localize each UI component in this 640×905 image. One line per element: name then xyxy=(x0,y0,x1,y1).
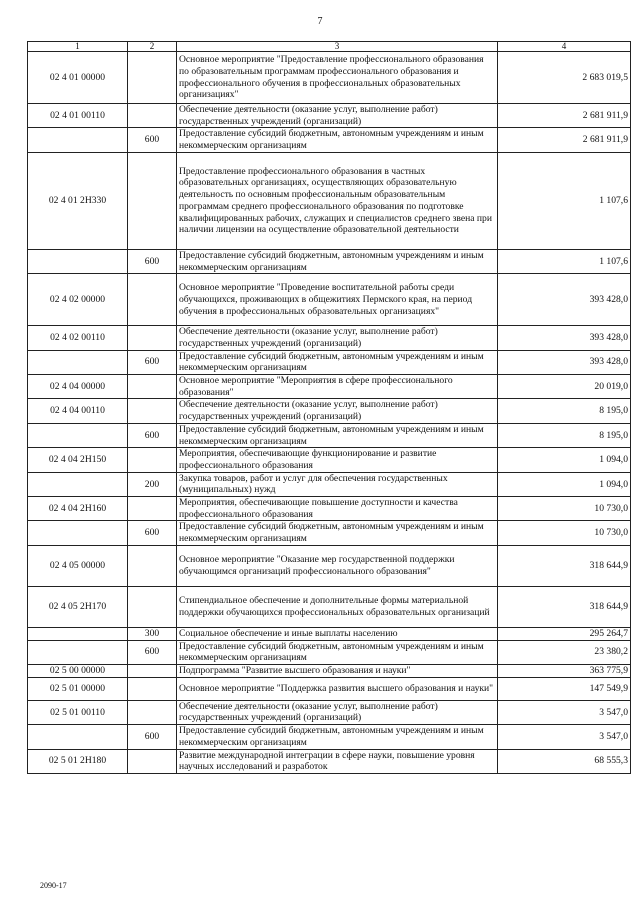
row-expense-type-cell: 600 xyxy=(128,350,177,374)
row-name-cell: Основное мероприятие "Оказание мер государственной поддержки обучающимся организаций профессионального образования" xyxy=(177,545,498,586)
table-row xyxy=(28,497,631,521)
row-expense-type-cell xyxy=(128,586,177,627)
table-row xyxy=(28,749,631,773)
header-col-4: 4 xyxy=(498,42,631,52)
row-sum-cell: 10 730,0 xyxy=(498,521,631,545)
row-code-cell: 02 4 04 2Н160 xyxy=(28,497,128,521)
table-row xyxy=(28,423,631,447)
row-name-cell: Предоставление субсидий бюджетным, автономным учреждениям и иным некоммерческим организациям xyxy=(177,350,498,374)
row-name-cell: Предоставление профессионального образования в частных образовательных организациях, осуществляющих образовательную деятельность по основным профессиональным образовательным программам среднего профессионального образования по подготовке квалифицированных рабочих, служащих и специалистов среднего звена при наличии лицензии на осуществление образовательной деятельности xyxy=(177,152,498,249)
table-row xyxy=(28,375,631,399)
row-expense-type-cell xyxy=(128,104,177,128)
row-sum-cell: 363 775,9 xyxy=(498,664,631,677)
row-name-cell: Предоставление субсидий бюджетным, автономным учреждениям и иным некоммерческим организациям xyxy=(177,423,498,447)
row-code-cell: 02 4 04 2Н150 xyxy=(28,448,128,472)
table-row xyxy=(28,399,631,423)
table-row xyxy=(28,128,631,152)
table-row xyxy=(28,326,631,350)
header-col-1: 1 xyxy=(28,42,128,52)
row-expense-type-cell: 600 xyxy=(128,249,177,273)
row-expense-type-cell xyxy=(128,700,177,724)
row-expense-type-cell: 600 xyxy=(128,640,177,664)
row-name-cell: Обеспечение деятельности (оказание услуг, выполнение работ) государственных учреждений (организаций) xyxy=(177,700,498,724)
row-code-cell: 02 4 01 2Н330 xyxy=(28,152,128,249)
table-row xyxy=(28,640,631,664)
row-sum-cell: 393 428,0 xyxy=(498,274,631,326)
row-expense-type-cell xyxy=(128,677,177,700)
row-name-cell: Подпрограмма "Развитие высшего образования и науки" xyxy=(177,664,498,677)
row-name-cell: Основное мероприятие "Поддержка развития высшего образования и науки" xyxy=(177,677,498,700)
table-row xyxy=(28,664,631,677)
row-code-cell: 02 4 04 00110 xyxy=(28,399,128,423)
table-row xyxy=(28,627,631,640)
row-sum-cell: 1 107,6 xyxy=(498,249,631,273)
row-sum-cell: 2 681 911,9 xyxy=(498,104,631,128)
row-expense-type-cell xyxy=(128,52,177,104)
row-sum-cell: 2 681 911,9 xyxy=(498,128,631,152)
row-expense-type-cell xyxy=(128,326,177,350)
row-name-cell: Закупка товаров, работ и услуг для обеспечения государственных (муниципальных) нужд xyxy=(177,472,498,496)
row-sum-cell: 2 683 019,5 xyxy=(498,52,631,104)
row-name-cell: Предоставление субсидий бюджетным, автономным учреждениям и иным некоммерческим организациям xyxy=(177,521,498,545)
row-code-cell: 02 5 01 2Н180 xyxy=(28,749,128,773)
row-sum-cell: 8 195,0 xyxy=(498,423,631,447)
row-name-cell: Основное мероприятие "Проведение воспитательной работы среди обучающихся, проживающих в общежитиях Пермского края, на период обучения в профессиональных образовательных организациях" xyxy=(177,274,498,326)
table-row xyxy=(28,586,631,627)
row-expense-type-cell xyxy=(128,545,177,586)
row-expense-type-cell: 200 xyxy=(128,472,177,496)
row-name-cell: Основное мероприятие "Предоставление профессионального образования по образовательным программам профессионального образования и профессионального обучения в профессиональных образовательных организациях" xyxy=(177,52,498,104)
row-code-cell: 02 5 01 00110 xyxy=(28,700,128,724)
row-code-cell xyxy=(28,423,128,447)
budget-table xyxy=(27,41,631,774)
row-sum-cell: 10 730,0 xyxy=(498,497,631,521)
row-sum-cell: 1 107,6 xyxy=(498,152,631,249)
row-code-cell: 02 4 04 00000 xyxy=(28,375,128,399)
row-sum-cell: 393 428,0 xyxy=(498,326,631,350)
table-row xyxy=(28,677,631,700)
row-name-cell: Обеспечение деятельности (оказание услуг, выполнение работ) государственных учреждений (организаций) xyxy=(177,399,498,423)
row-expense-type-cell xyxy=(128,664,177,677)
row-name-cell: Мероприятия, обеспечивающие повышение доступности и качества профессионального образования xyxy=(177,497,498,521)
table-row xyxy=(28,472,631,496)
row-sum-cell: 20 019,0 xyxy=(498,375,631,399)
row-name-cell: Основное мероприятие "Мероприятия в сфере профессионального образования" xyxy=(177,375,498,399)
row-code-cell xyxy=(28,128,128,152)
row-sum-cell: 8 195,0 xyxy=(498,399,631,423)
row-sum-cell: 318 644,9 xyxy=(498,545,631,586)
row-code-cell: 02 4 02 00000 xyxy=(28,274,128,326)
row-sum-cell: 23 380,2 xyxy=(498,640,631,664)
row-code-cell xyxy=(28,521,128,545)
row-expense-type-cell: 600 xyxy=(128,521,177,545)
row-code-cell: 02 4 01 00000 xyxy=(28,52,128,104)
row-expense-type-cell xyxy=(128,152,177,249)
row-expense-type-cell: 600 xyxy=(128,128,177,152)
table-row xyxy=(28,152,631,249)
row-expense-type-cell xyxy=(128,749,177,773)
row-sum-cell: 1 094,0 xyxy=(498,472,631,496)
row-code-cell xyxy=(28,472,128,496)
row-expense-type-cell xyxy=(128,274,177,326)
row-code-cell: 02 4 05 2Н170 xyxy=(28,586,128,627)
header-col-3: 3 xyxy=(177,42,498,52)
table-row xyxy=(28,700,631,724)
table-row xyxy=(28,545,631,586)
row-expense-type-cell xyxy=(128,399,177,423)
page-number: 7 xyxy=(317,16,323,27)
row-sum-cell: 3 547,0 xyxy=(498,725,631,749)
row-code-cell: 02 4 02 00110 xyxy=(28,326,128,350)
row-sum-cell: 1 094,0 xyxy=(498,448,631,472)
table-row xyxy=(28,104,631,128)
table-row xyxy=(28,249,631,273)
row-name-cell: Предоставление субсидий бюджетным, автономным учреждениям и иным некоммерческим организациям xyxy=(177,725,498,749)
row-expense-type-cell: 600 xyxy=(128,725,177,749)
row-code-cell xyxy=(28,627,128,640)
row-code-cell: 02 5 01 00000 xyxy=(28,677,128,700)
row-expense-type-cell: 300 xyxy=(128,627,177,640)
row-code-cell xyxy=(28,249,128,273)
header-col-2: 2 xyxy=(128,42,177,52)
row-sum-cell: 295 264,7 xyxy=(498,627,631,640)
table-row xyxy=(28,448,631,472)
table-row xyxy=(28,725,631,749)
row-code-cell xyxy=(28,725,128,749)
budget-table-body xyxy=(28,42,631,774)
row-code-cell: 02 5 00 00000 xyxy=(28,664,128,677)
table-row xyxy=(28,52,631,104)
row-name-cell: Предоставление субсидий бюджетным, автономным учреждениям и иным некоммерческим организациям xyxy=(177,128,498,152)
table-row xyxy=(28,274,631,326)
row-name-cell: Развитие международной интеграции в сфере науки, повышение уровня научных исследований и разработок xyxy=(177,749,498,773)
row-name-cell: Предоставление субсидий бюджетным, автономным учреждениям и иным некоммерческим организациям xyxy=(177,640,498,664)
row-code-cell xyxy=(28,350,128,374)
table-row xyxy=(28,521,631,545)
row-name-cell: Социальное обеспечение и иные выплаты населению xyxy=(177,627,498,640)
row-code-cell xyxy=(28,640,128,664)
row-sum-cell: 68 555,3 xyxy=(498,749,631,773)
row-code-cell: 02 4 05 00000 xyxy=(28,545,128,586)
table-row xyxy=(28,350,631,374)
row-code-cell: 02 4 01 00110 xyxy=(28,104,128,128)
row-expense-type-cell xyxy=(128,448,177,472)
row-name-cell: Стипендиальное обеспечение и дополнительные формы материальной поддержки обучающихся профессиональных образовательных организаций xyxy=(177,586,498,627)
row-sum-cell: 393 428,0 xyxy=(498,350,631,374)
row-name-cell: Обеспечение деятельности (оказание услуг, выполнение работ) государственных учреждений (организаций) xyxy=(177,104,498,128)
row-name-cell: Предоставление субсидий бюджетным, автономным учреждениям и иным некоммерческим организациям xyxy=(177,249,498,273)
row-sum-cell: 318 644,9 xyxy=(498,586,631,627)
row-name-cell: Обеспечение деятельности (оказание услуг, выполнение работ) государственных учреждений (организаций) xyxy=(177,326,498,350)
row-name-cell: Мероприятия, обеспечивающие функционирование и развитие профессионального образования xyxy=(177,448,498,472)
table-header-row xyxy=(28,42,631,52)
row-sum-cell: 147 549,9 xyxy=(498,677,631,700)
row-sum-cell: 3 547,0 xyxy=(498,700,631,724)
footer-document-code: 2090-17 xyxy=(40,881,67,890)
row-expense-type-cell xyxy=(128,375,177,399)
row-expense-type-cell: 600 xyxy=(128,423,177,447)
row-expense-type-cell xyxy=(128,497,177,521)
